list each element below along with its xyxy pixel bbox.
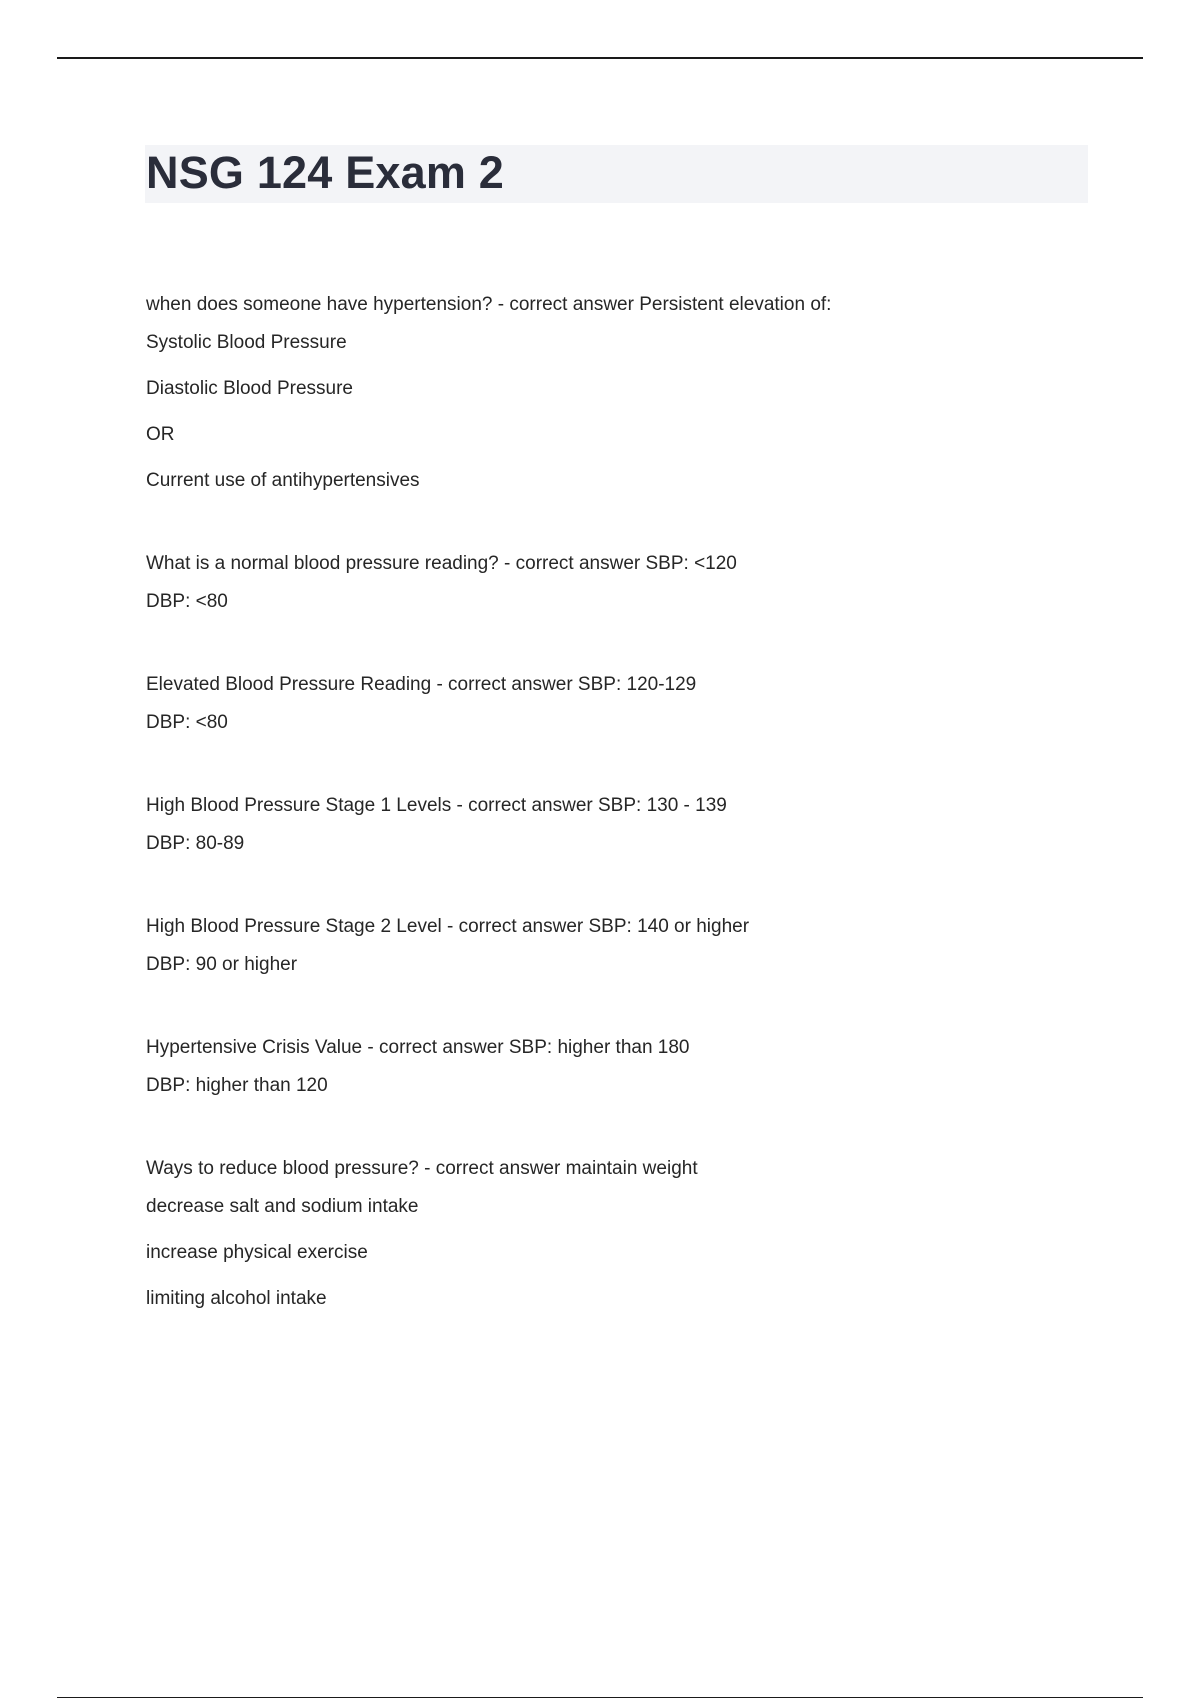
bottom-rule [57,1697,1143,1698]
answer-line: increase physical exercise [146,1242,368,1263]
qa-item-hypertension-definition [146,290,1086,504]
page-title: NSG 124 Exam 2 [146,147,505,198]
answer-line: decrease salt and sodium intake [146,1196,419,1217]
answer-line: DBP: 90 or higher [146,954,298,975]
question-line: High Blood Pressure Stage 2 Level - correct answer SBP: 140 or higher [146,916,750,937]
document-body [146,290,1086,1367]
top-rule [57,57,1143,59]
answer-line: DBP: <80 [146,591,228,612]
qa-item-reduce-bp [146,1154,1086,1322]
qa-item-elevated-bp [146,670,1086,746]
answer-line: Current use of antihypertensives [146,470,420,491]
question-line: High Blood Pressure Stage 1 Levels - correct answer SBP: 130 - 139 [146,795,727,816]
qa-item-stage-1 [146,791,1086,867]
question-line: when does someone have hypertension? - correct answer Persistent elevation of: [146,294,832,315]
question-line: What is a normal blood pressure reading? - correct answer SBP: <120 [146,553,737,574]
answer-line: Systolic Blood Pressure [146,332,347,353]
qa-item-hypertensive-crisis [146,1033,1086,1109]
question-line: Elevated Blood Pressure Reading - correct answer SBP: 120-129 [146,674,697,695]
answer-line: limiting alcohol intake [146,1288,327,1309]
answer-line: DBP: 80-89 [146,833,245,854]
qa-item-stage-2 [146,912,1086,988]
answer-line: DBP: <80 [146,712,228,733]
answer-line: Diastolic Blood Pressure [146,378,353,399]
question-line: Ways to reduce blood pressure? - correct answer maintain weight [146,1158,698,1179]
answer-line: OR [146,424,175,445]
question-line: Hypertensive Crisis Value - correct answer SBP: higher than 180 [146,1037,690,1058]
qa-item-normal-bp [146,549,1086,625]
answer-line: DBP: higher than 120 [146,1075,328,1096]
